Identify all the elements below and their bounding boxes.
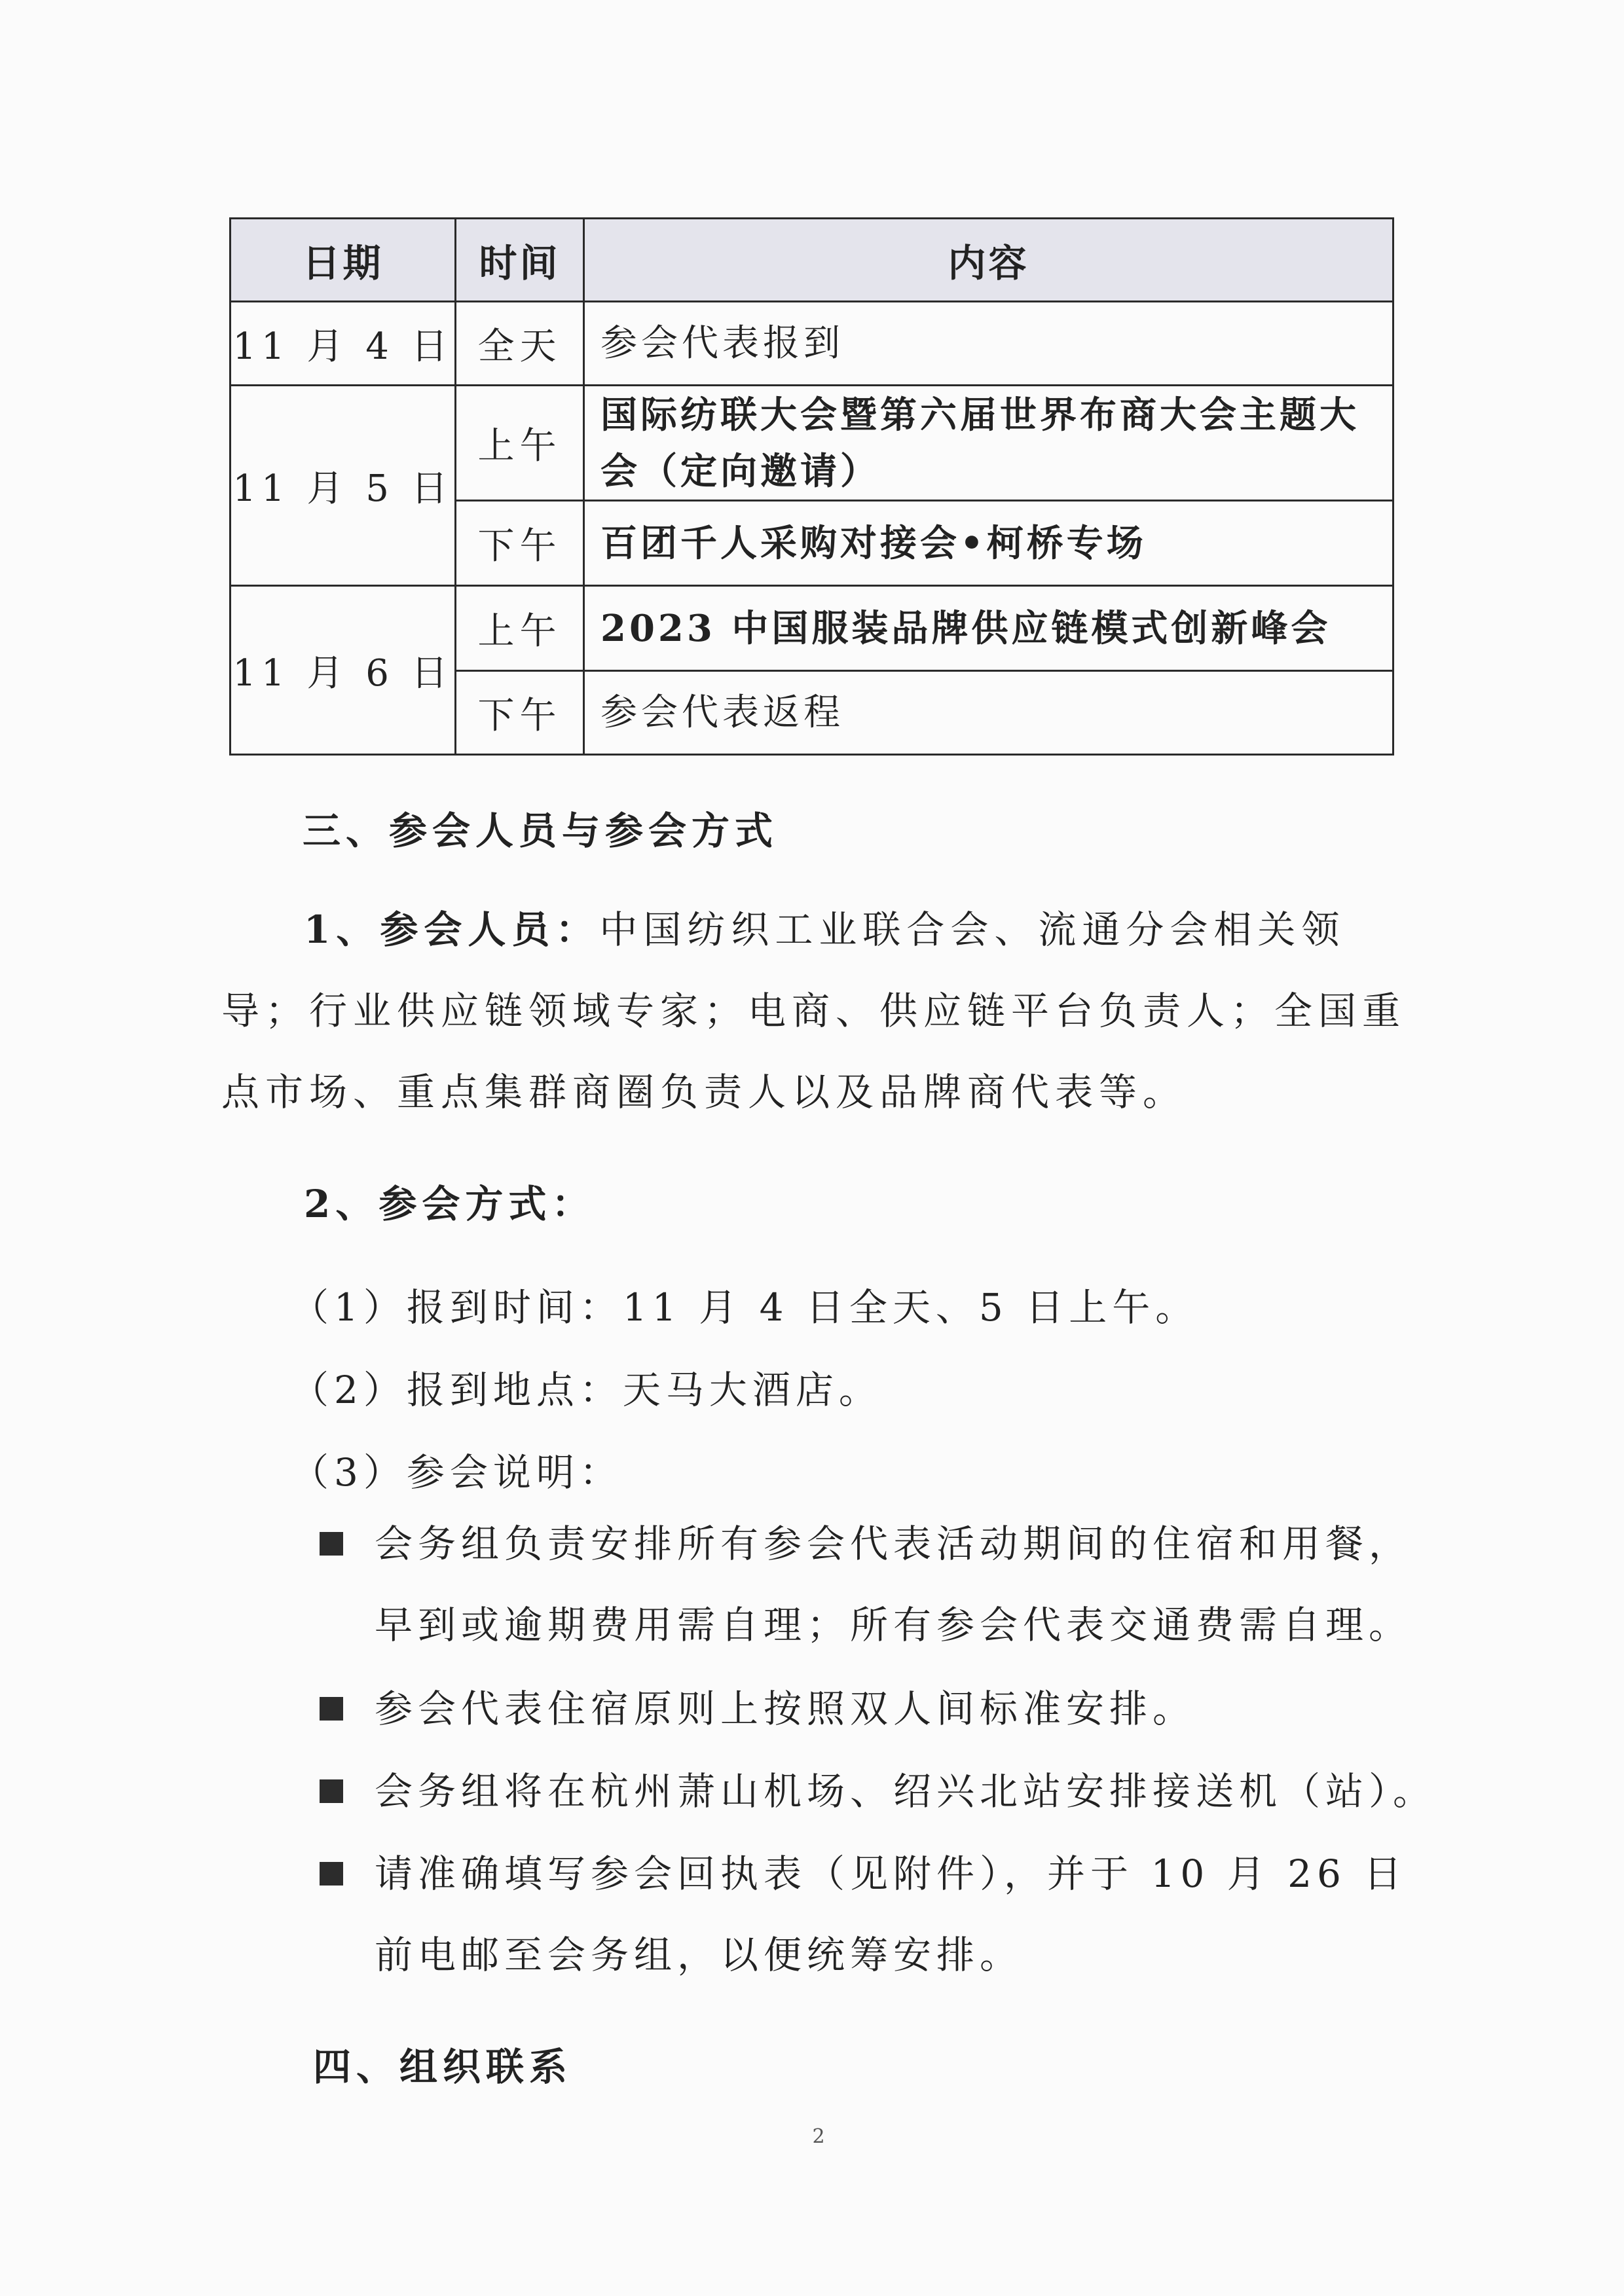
note-bullet: 会务组负责安排所有参会代表活动期间的住宿和用餐，早到或逾期费用需自理；所有参会代表交通费需自理。	[375, 1522, 1412, 1647]
participants-paragraph	[221, 889, 1413, 1133]
cell-content: 2023 中国服装品牌供应链模式创新峰会	[584, 586, 1393, 671]
table-row	[231, 302, 1393, 386]
cell-content: 百团千人采购对接会•柯桥专场	[584, 501, 1393, 586]
cell-time: 上午	[456, 386, 584, 501]
bullet-square-icon	[320, 1779, 343, 1803]
cell-date: 11 月 4 日	[231, 302, 456, 386]
table-row	[231, 586, 1393, 671]
header-time: 时间	[456, 219, 584, 302]
participants-text: 中国纺织工业联合会、流通分会相关领导；行业供应链领域专家；电商、供应链平台负责人；全国重点市场、重点集群商圈负责人以及品牌商代表等。	[221, 907, 1407, 1114]
attendance-method-heading: 2、参会方式：	[304, 1182, 595, 1226]
cell-time: 下午	[456, 501, 584, 586]
cell-date: 11 月 6 日	[231, 586, 456, 755]
section-3-heading: 三、参会人员与参会方式	[303, 809, 779, 853]
header-content: 内容	[584, 219, 1393, 302]
note-bullet: 请准确填写参会回执表（见附件），并于 10 月 26 日前电邮至会务组，以便统筹安排。	[375, 1851, 1407, 1977]
bullet-square-icon	[320, 1697, 343, 1721]
cell-content: 国际纺联大会暨第六届世界布商大会主题大会（定向邀请）	[584, 386, 1393, 501]
bullet-square-icon	[320, 1532, 343, 1556]
table-row	[231, 386, 1393, 501]
note-bullet: 参会代表住宿原则上按照双人间标准安排。	[375, 1686, 1196, 1731]
table-header-row	[231, 219, 1393, 302]
schedule-table	[229, 217, 1394, 756]
checkin-location: （2）报到地点：天马大酒店。	[291, 1368, 882, 1412]
header-date: 日期	[231, 219, 456, 302]
checkin-time: （1）报到时间：11 月 4 日全天、5 日上午。	[291, 1285, 1199, 1330]
cell-time: 上午	[456, 586, 584, 671]
cell-time: 全天	[456, 302, 584, 386]
section-4-heading: 四、组织联系	[313, 2045, 573, 2089]
cell-date: 11 月 5 日	[231, 386, 456, 586]
cell-content: 参会代表返程	[584, 671, 1393, 755]
cell-content: 参会代表报到	[584, 302, 1393, 386]
attendance-notes-label: （3）参会说明：	[291, 1450, 623, 1495]
note-bullet: 会务组将在杭州萧山机场、绍兴北站安排接送机（站）。	[375, 1769, 1437, 1813]
participants-lead: 1、参会人员：	[304, 907, 600, 952]
page-number: 2	[812, 2125, 825, 2148]
bullet-square-icon	[320, 1862, 343, 1886]
cell-time: 下午	[456, 671, 584, 755]
